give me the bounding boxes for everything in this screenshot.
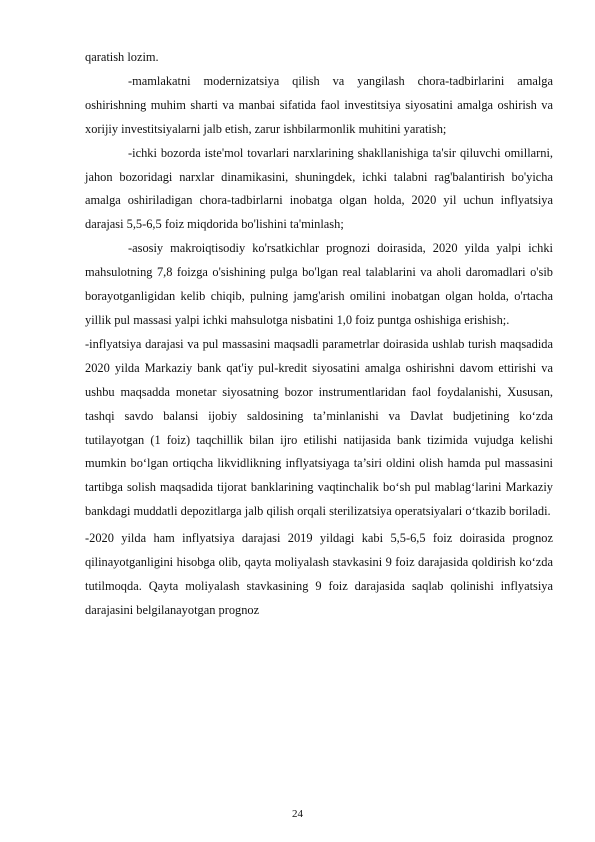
- paragraph-refinancing-rate: -2020 yilda ham inflyatsiya darajasi 2019 yildagi kabi 5,5-6,5 foiz doirasida prognoz qilinayotganligini hisobga olib, qayta moliyalash stavkasini 9 foiz darajasida qoldirish ko‘zda tutilmoqda. Qayta moliyalash stavkasining 9 foiz darajasida saqlab qolinishi inflyatsiya darajasini belgilanayotgan prognoz: [85, 531, 553, 617]
- paragraph-inflation-target: -ichki bozorda iste'mol tovarlari narxlarining shakllanishiga ta'sir qiluvchi omillarni, jahon bozoridagi narxlar dinamikasini, shuningdek, ichki talabni rag'balantirish bo'yicha amalga oshiriladigan chora-tadbirlarni inobatga olgan holda, 2020 yil uchun inflyatsiya darajasi 5,5-6,5 foiz miqdorida bo'lishini ta'minlash;: [85, 145, 553, 232]
- body-text: [85, 46, 553, 623]
- paragraph-money-supply: -asosiy makroiqtisodiy ko'rsatkichlar prognozi doirasida, 2020 yilda yalpi ichki mahsulotning 7,8 foizga o'sishining pulga bo'lgan real talablarini va aholi daromadlari o'sib borayotganligidan kelib chiqib, pulning jamg'arish omilini inobatgan olgan holda, o'rtacha yillik pul massasi yalpi ichki mahsulotga nisbatini 1,0 foiz puntga oshishiga erishish;.: [85, 241, 553, 327]
- paragraph-continuation: qaratish lozim.: [85, 50, 159, 64]
- page-number: 24: [292, 808, 303, 820]
- paragraph-monetary-policy: -inflyatsiya darajasi va pul massasini maqsadli parametrlar doirasida ushlab turish maqsadida 2020 yilda Markaziy bank qat'iy pul-kredit siyosatini amalga oshirishni davom ettirishi va ushbu maqsadda monetar siyosatning bozor instrumentlaridan faol foydalanishi, Xususan, tashqi savdo balansi ijobiy saldosining ta’minlanishi va Davlat budjetining ko‘zda tutilayotgan (1 foiz) taqchillik bilan ijro etilishi natijasida bank tizimida vujudga kelishi mumkin bo‘lgan ortiqcha likvidlikning inflyatsiyaga ta’siri oldini olish hamda pul massasini tartibga solish maqsadida tijorat banklarining vaqtinchalik bo‘sh pul mablag‘larini Markaziy bankdagi muddatli depozitlarga jalb qilish orqali sterilizatsiya operatsiyalari o‘tkazib boriladi.: [85, 336, 553, 519]
- paragraph-investment-policy: -mamlakatni modernizatsiya qilish va yangilash chora-tadbirlarini amalga oshirishning muhim sharti va manbai sifatida faol investitsiya siyosatini amalga oshirish va xorijiy investitsiyalarni jalb etish, zarur ishbilarmonlik muhitini yaratish;: [85, 73, 553, 136]
